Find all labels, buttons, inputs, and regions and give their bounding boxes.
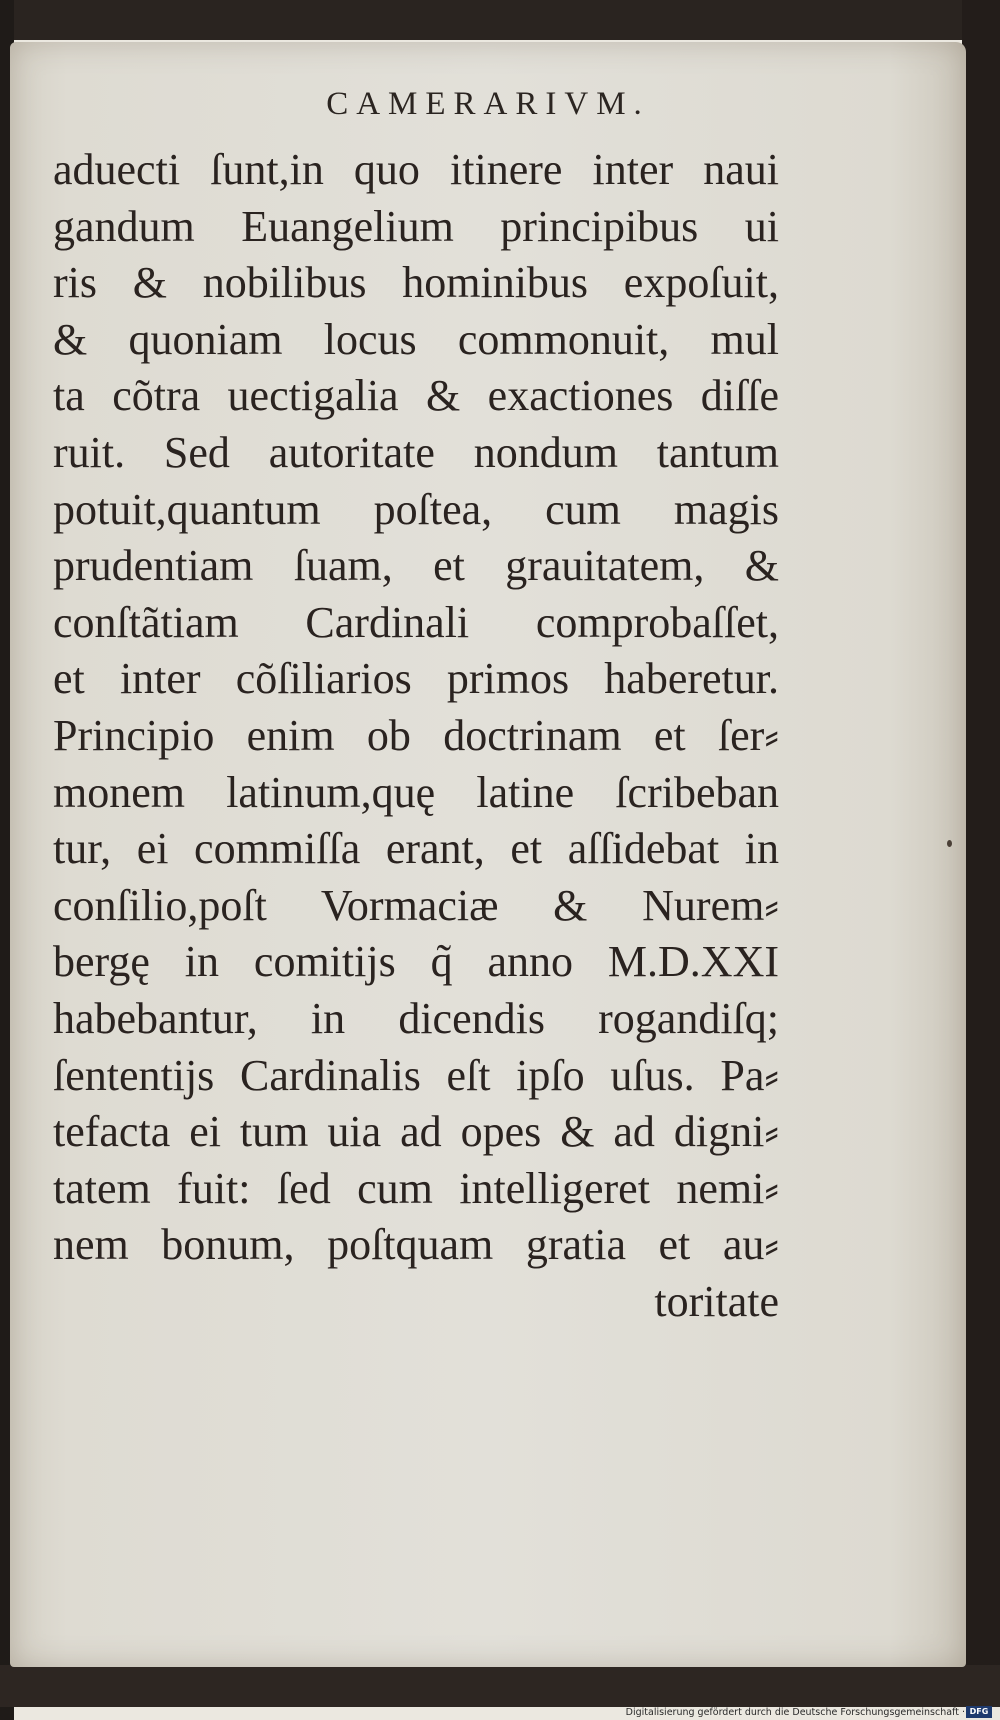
text-line: & quoniam locus commonuit, mul xyxy=(53,314,779,364)
book-page xyxy=(10,42,966,1667)
scan-border-top xyxy=(0,0,1000,40)
dfg-logo: DFG xyxy=(966,1706,992,1718)
text-line: ruit. Sed autoritate nondum tantum xyxy=(53,427,779,477)
text-line: aduecti ſunt,in quo itinere inter naui xyxy=(53,145,779,194)
text-line: tefacta ei tum uia ad opes & ad digni⸗ xyxy=(53,1107,779,1157)
text-line: nem bonum, poſtquam gratia et au⸗ xyxy=(53,1220,779,1270)
text-line: Principio enim ob doctrinam et ſer⸗ xyxy=(53,710,779,760)
text-line: monem latinum,quę latine ſcribeban xyxy=(53,767,779,817)
catchword: toritate xyxy=(654,1276,779,1326)
scan-border-bottom xyxy=(0,1665,1000,1707)
text-line: prudentiam ſuam, et grauitatem, & xyxy=(53,541,779,591)
scan-border-right xyxy=(962,0,1000,1700)
digitization-credit: Digitalisierung gefördert durch die Deutsche Forschungsgemeinschaft · xyxy=(625,1707,965,1718)
text-line: conſilio,poſt Vormaciæ & Nurem⸗ xyxy=(53,880,779,930)
text-line: bergę in comitijs q̃ anno M.D.XXI xyxy=(53,937,779,987)
text-line: tatem fuit: ſed cum intelligeret nemi⸗ xyxy=(53,1163,779,1213)
running-head: CAMERARIVM. xyxy=(326,86,650,122)
text-line: ſententijs Cardinalis eſt ipſo uſus. Pa⸗ xyxy=(53,1050,779,1100)
paper-speck xyxy=(947,840,952,847)
text-line: tur, ei commiſſa erant, et aſſidebat in xyxy=(53,824,779,874)
text-line: ta cõtra uectigalia & exactiones diſſe xyxy=(53,371,779,421)
text-line: gandum Euangelium principibus ui xyxy=(53,201,779,251)
text-line: habebantur, in dicendis rogandiſq; xyxy=(53,993,779,1043)
text-line: ris & nobilibus hominibus expoſuit, xyxy=(53,258,779,308)
text-line: conſtãtiam Cardinali comprobaſſet, xyxy=(53,597,779,647)
text-line: et inter cõſiliarios primos haberetur. xyxy=(53,654,779,704)
text-line: potuit,quantum poſtea, cum magis xyxy=(53,484,779,534)
body-text xyxy=(53,142,779,1330)
